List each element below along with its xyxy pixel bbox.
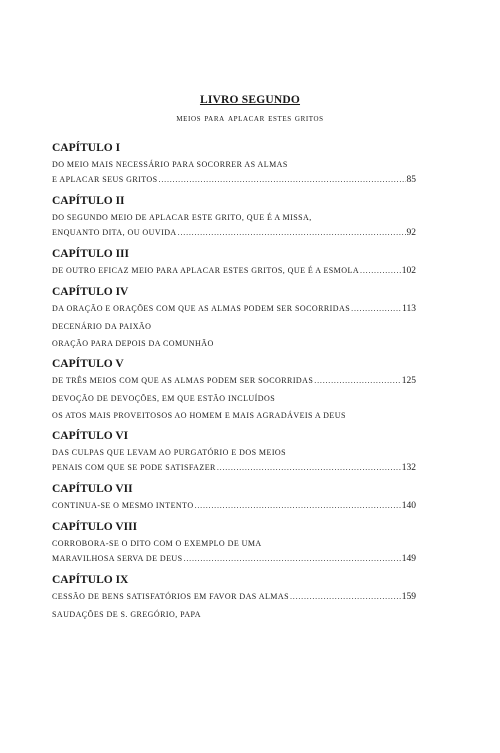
chapter-title: CAPÍTULO IV <box>52 286 129 298</box>
chapter-section <box>52 244 416 278</box>
toc-entry-text: DAS CULPAS QUE LEVAM AO PURGATÓRIO E DOS MEIOS <box>52 448 287 457</box>
toc-entry <box>52 392 416 405</box>
toc-entry <box>52 158 416 171</box>
toc-entry-text: E APLACAR SEUS GRITOS <box>52 175 158 184</box>
dot-leader <box>178 226 406 239</box>
chapter-section <box>52 191 416 240</box>
dot-leader <box>195 499 401 512</box>
chapter-title: CAPÍTULO II <box>52 195 125 207</box>
chapter-title: CAPÍTULO VII <box>52 483 133 495</box>
dot-leader <box>360 264 401 277</box>
toc-entry-text: DO MEIO MAIS NECESSÁRIO PARA SOCORRER AS ALMAS <box>52 160 288 169</box>
toc-entry <box>52 320 416 333</box>
toc-page-number: 92 <box>406 228 416 238</box>
toc-entry-text: CESSÃO DE BENS SATISFATÓRIOS EM FAVOR DAS ALMAS <box>52 592 289 601</box>
toc-entry-text: DECENÁRIO DA PAIXÃO <box>52 322 152 331</box>
toc-entry <box>52 374 416 388</box>
toc-entry <box>52 337 416 350</box>
dot-leader <box>159 173 406 186</box>
toc-entry-text: MARAVILHOSA SERVA DE DEUS <box>52 554 183 563</box>
dot-leader <box>290 590 401 603</box>
toc-entry-text: DO SEGUNDO MEIO DE APLACAR ESTE GRITO, QUE É A MISSA, <box>52 213 312 222</box>
toc-entry-text: DE OUTRO EFICAZ MEIO PARA APLACAR ESTES GRITOS, QUE É A ESMOLA <box>52 266 360 275</box>
toc-entry <box>52 409 416 422</box>
chapter-section <box>52 282 416 350</box>
toc-entry-text: DE TRÊS MEIOS COM QUE AS ALMAS PODEM SER SOCORRIDAS <box>52 376 314 385</box>
toc-entry-text: CORROBORA-SE O DITO COM O EXEMPLO DE UMA <box>52 539 262 548</box>
dot-leader <box>351 302 401 315</box>
toc-page-number: 132 <box>401 463 416 473</box>
toc-entry-text: OS ATOS MAIS PROVEITOSOS AO HOMEM E MAIS AGRADÁVEIS A DEUS <box>52 411 346 420</box>
toc-entry <box>52 302 416 316</box>
book-subtitle: meios para aplacar estes gritos <box>176 113 324 124</box>
toc-entry <box>52 499 416 513</box>
toc-entry <box>52 264 416 278</box>
toc-entry <box>52 590 416 604</box>
chapter-section <box>52 570 416 621</box>
dot-leader <box>184 552 401 565</box>
dot-leader <box>314 374 400 387</box>
book-title: LIVRO SEGUNDO <box>199 94 301 106</box>
toc-entry <box>52 537 416 550</box>
toc-entry <box>52 461 416 475</box>
toc-entry <box>52 173 416 187</box>
chapter-section <box>52 138 416 187</box>
toc-entry-text: CONTINUA-SE O MESMO INTENTO <box>52 501 194 510</box>
toc-page-number: 140 <box>401 501 416 511</box>
chapter-title: CAPÍTULO V <box>52 358 124 370</box>
toc-entry-text: ENQUANTO DITA, OU OUVIDA <box>52 228 177 237</box>
chapter-section <box>52 479 416 513</box>
toc-page-number: 102 <box>401 266 416 276</box>
toc-entry <box>52 226 416 240</box>
chapter-section <box>52 354 416 422</box>
toc-entry <box>52 608 416 621</box>
chapter-title: CAPÍTULO VIII <box>52 521 138 533</box>
toc-entry <box>52 446 416 459</box>
toc-entry-text: DA ORAÇÃO E ORAÇÕES COM QUE AS ALMAS PODEM SER SOCORRIDAS <box>52 304 351 313</box>
toc-page-number: 159 <box>401 592 416 602</box>
toc-page-number: 85 <box>406 175 416 185</box>
toc-entry <box>52 552 416 566</box>
chapter-title: CAPÍTULO I <box>52 142 121 154</box>
toc-entry-text: DEVOÇÃO DE DEVOÇÕES, EM QUE ESTÃO INCLUÍDOS <box>52 394 276 403</box>
table-of-contents <box>52 136 416 625</box>
chapter-title: CAPÍTULO III <box>52 248 130 260</box>
toc-page-number: 113 <box>402 304 416 314</box>
toc-entry-text: SAUDAÇÕES DE S. GREGÓRIO, PAPA <box>52 610 201 619</box>
toc-page-number: 149 <box>401 554 416 564</box>
toc-page-number: 125 <box>401 376 416 386</box>
toc-entry-text: PENAIS COM QUE SE PODE SATISFAZER <box>52 463 216 472</box>
toc-entry <box>52 211 416 224</box>
chapter-section <box>52 426 416 475</box>
dot-leader <box>217 461 401 474</box>
toc-entry-text: ORAÇÃO PARA DEPOIS DA COMUNHÃO <box>52 339 214 348</box>
chapter-title: CAPÍTULO IX <box>52 574 129 586</box>
chapter-title: CAPÍTULO VI <box>52 430 129 442</box>
chapter-section <box>52 517 416 566</box>
